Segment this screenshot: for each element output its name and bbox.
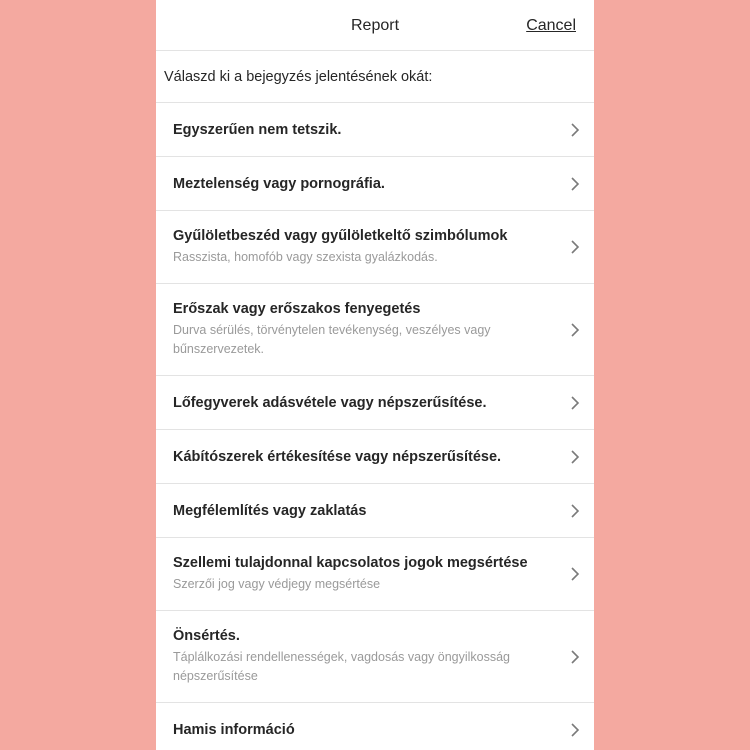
reason-item-false-information[interactable]: [156, 703, 594, 750]
reason-label: Gyűlöletbeszéd vagy gyűlöletkeltő szimbólumok: [173, 227, 508, 244]
reason-item-hate-speech[interactable]: [156, 211, 594, 284]
reason-label: Hamis információ: [173, 721, 295, 738]
reason-item-nudity[interactable]: [156, 157, 594, 211]
cancel-button[interactable]: Cancel: [526, 17, 576, 34]
reason-list: [156, 103, 594, 750]
chevron-right-icon: [570, 396, 580, 410]
chevron-right-icon: [570, 177, 580, 191]
reason-item-drugs[interactable]: [156, 430, 594, 484]
reason-description: Durva sérülés, törvénytelen tevékenység, veszélyes vagy bűnszervezetek.: [173, 322, 491, 356]
reason-description: Szerzői jog vagy védjegy megsértése: [173, 576, 381, 591]
chevron-right-icon: [570, 240, 580, 254]
reason-label: Megfélemlítés vagy zaklatás: [173, 502, 367, 519]
reason-label: Önsértés.: [173, 627, 240, 644]
reason-item-firearms[interactable]: [156, 376, 594, 430]
chevron-right-icon: [570, 650, 580, 664]
report-prompt: Válaszd ki a bejegyzés jelentésének okát:: [156, 51, 594, 103]
header: [156, 0, 594, 51]
reason-item-bullying[interactable]: [156, 484, 594, 538]
chevron-right-icon: [570, 123, 580, 137]
reason-description: Rasszista, homofób vagy szexista gyalázkodás.: [173, 249, 438, 264]
page-title: Report: [350, 17, 400, 34]
reason-label: Lőfegyverek adásvétele vagy népszerűsítése.: [173, 394, 487, 411]
reason-label: Meztelenség vagy pornográfia.: [173, 175, 385, 192]
reason-label: Erőszak vagy erőszakos fenyegetés: [173, 300, 421, 317]
reason-label: Szellemi tulajdonnal kapcsolatos jogok megsértése: [173, 554, 528, 571]
chevron-right-icon: [570, 723, 580, 737]
reason-item-dislike[interactable]: [156, 103, 594, 157]
reason-label: Kábítószerek értékesítése vagy népszerűsítése.: [173, 448, 502, 465]
reason-item-self-harm[interactable]: [156, 611, 594, 703]
chevron-right-icon: [570, 504, 580, 518]
chevron-right-icon: [570, 450, 580, 464]
chevron-right-icon: [570, 567, 580, 581]
reason-item-intellectual-property[interactable]: [156, 538, 594, 611]
reason-label: Egyszerűen nem tetszik.: [173, 121, 342, 138]
reason-description: Táplálkozási rendellenességek, vagdosás vagy öngyilkosság népszerűsítése: [173, 649, 511, 683]
report-sheet: [156, 0, 594, 750]
reason-item-violence[interactable]: [156, 284, 594, 376]
chevron-right-icon: [570, 323, 580, 337]
